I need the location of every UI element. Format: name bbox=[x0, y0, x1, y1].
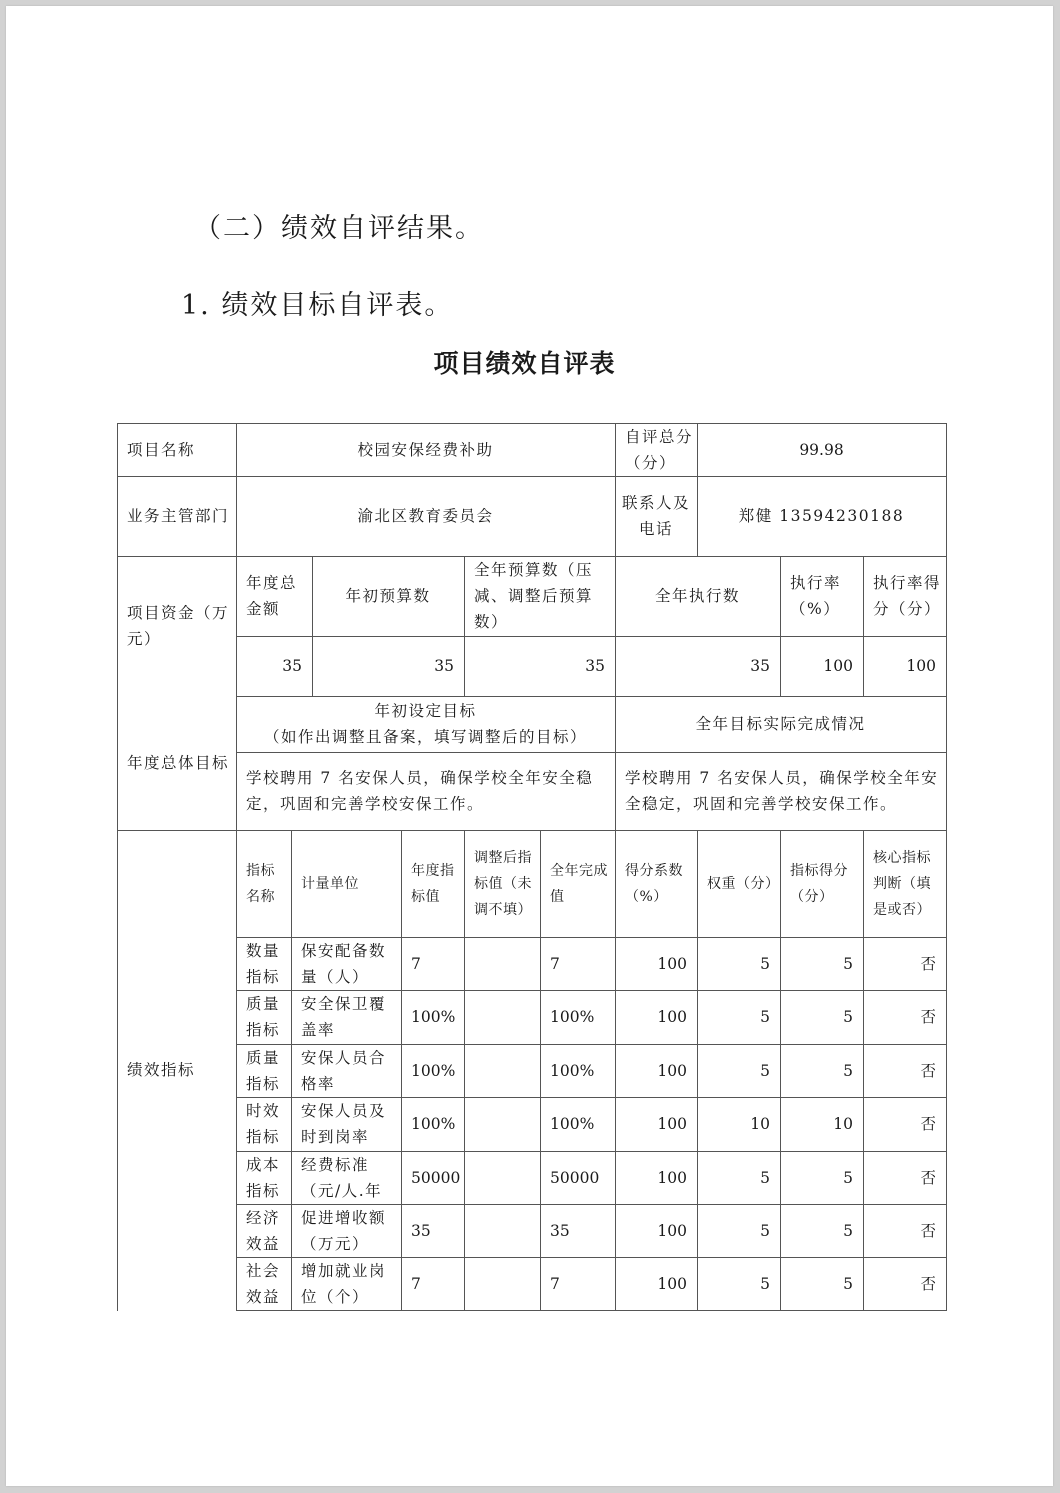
indicator-coef: 100 bbox=[657, 1061, 687, 1080]
indicator-weight: 5 bbox=[760, 1061, 770, 1080]
indicator-header: 指标得分（分） bbox=[790, 862, 848, 905]
dept-label: 业务主管部门 bbox=[127, 507, 230, 525]
indicator-actual: 100% bbox=[550, 1061, 595, 1080]
indicator-core: 否 bbox=[920, 1115, 936, 1133]
indicators-label: 绩效指标 bbox=[127, 1061, 196, 1079]
indicator-adjusted bbox=[464, 1044, 540, 1097]
self-score-label: 自评总分（分） bbox=[625, 427, 694, 472]
indicator-target: 100% bbox=[411, 1061, 456, 1080]
indicator-adjusted bbox=[464, 990, 540, 1044]
indicator-coef: 100 bbox=[657, 1115, 687, 1133]
funds-header: 执行率（%） bbox=[790, 574, 842, 618]
indicator-core: 否 bbox=[920, 1061, 936, 1080]
funds-header: 全年执行数 bbox=[654, 587, 740, 605]
section-heading: （二）绩效自评结果。 bbox=[194, 213, 484, 244]
indicator-actual: 100% bbox=[550, 1008, 595, 1026]
dept-value: 渝北区教育委员会 bbox=[357, 507, 494, 525]
indicator-actual: 7 bbox=[550, 954, 560, 973]
indicator-name: 质量指标 bbox=[246, 1048, 281, 1093]
contact-value: 郑健 13594230188 bbox=[738, 507, 905, 525]
indicator-adjusted bbox=[464, 1257, 540, 1311]
indicator-unit: 经费标准（元/人.年 bbox=[301, 1155, 383, 1200]
indicator-name: 经济效益 bbox=[246, 1208, 281, 1253]
indicator-target: 35 bbox=[411, 1221, 431, 1240]
indicator-header: 指标名称 bbox=[246, 862, 275, 905]
indicator-score: 5 bbox=[843, 1275, 853, 1293]
indicator-core: 否 bbox=[920, 1275, 936, 1293]
indicator-header: 权重（分） bbox=[707, 875, 780, 892]
funds-value: 35 bbox=[282, 657, 302, 675]
indicator-core: 否 bbox=[920, 954, 936, 973]
indicator-weight: 5 bbox=[760, 1168, 770, 1187]
indicator-adjusted bbox=[464, 937, 540, 990]
indicator-score: 5 bbox=[843, 1061, 853, 1080]
indicator-coef: 100 bbox=[657, 1168, 687, 1187]
indicator-header: 得分系数（%） bbox=[625, 862, 683, 905]
indicator-actual: 7 bbox=[550, 1275, 560, 1293]
indicator-coef: 100 bbox=[657, 1221, 687, 1240]
funds-header: 年初预算数 bbox=[345, 587, 431, 605]
indicator-name: 数量指标 bbox=[246, 941, 281, 986]
indicator-header: 核心指标判断（填是或否） bbox=[873, 849, 931, 918]
indicator-adjusted bbox=[464, 1204, 540, 1257]
funds-value: 100 bbox=[906, 657, 936, 675]
indicator-target: 7 bbox=[411, 1275, 421, 1293]
indicator-score: 5 bbox=[843, 1008, 853, 1026]
funds-value: 35 bbox=[434, 657, 454, 675]
indicator-score: 5 bbox=[843, 1168, 853, 1187]
indicator-core: 否 bbox=[920, 1008, 936, 1026]
indicator-header: 全年完成值 bbox=[550, 862, 608, 905]
indicator-target: 7 bbox=[411, 954, 421, 973]
indicator-header: 计量单位 bbox=[301, 875, 359, 892]
indicator-target: 50000 bbox=[411, 1168, 461, 1187]
indicator-name: 社会效益 bbox=[246, 1262, 281, 1306]
indicator-target: 100% bbox=[411, 1115, 456, 1133]
indicator-unit: 促进增收额（万元） bbox=[301, 1208, 387, 1253]
table-title: 项目绩效自评表 bbox=[433, 349, 616, 378]
indicator-weight: 5 bbox=[760, 954, 770, 973]
indicator-name: 成本指标 bbox=[246, 1155, 281, 1200]
document-page bbox=[6, 6, 1053, 1486]
indicator-name: 质量指标 bbox=[246, 995, 281, 1039]
actual-goal-text: 学校聘用 7 名安保人员，确保学校全年安全稳定，巩固和完善学校安保工作。 bbox=[625, 769, 939, 813]
indicator-weight: 10 bbox=[750, 1115, 770, 1133]
funds-header: 执行率得分（分） bbox=[873, 574, 942, 618]
funds-header: 全年预算数（压减、调整后预算数） bbox=[474, 561, 594, 631]
indicator-weight: 5 bbox=[760, 1275, 770, 1293]
funds-value: 35 bbox=[750, 657, 770, 675]
indicator-header: 年度指标值 bbox=[411, 862, 455, 905]
funds-value: 100 bbox=[823, 657, 853, 675]
initial-goal-text: 学校聘用 7 名安保人员，确保学校全年安全稳定，巩固和完善学校安保工作。 bbox=[246, 769, 594, 813]
project-name-label: 项目名称 bbox=[127, 440, 196, 459]
indicator-weight: 5 bbox=[760, 1221, 770, 1240]
indicator-score: 5 bbox=[843, 954, 853, 973]
indicator-unit: 保安配备数量（人） bbox=[301, 941, 387, 986]
self-score-value: 99.98 bbox=[799, 440, 844, 459]
indicator-unit: 安保人员合格率 bbox=[301, 1048, 387, 1093]
indicator-weight: 5 bbox=[760, 1008, 770, 1026]
indicator-adjusted bbox=[464, 1097, 540, 1151]
goals-label: 年度总体目标 bbox=[127, 754, 230, 772]
funds-header: 年度总金额 bbox=[246, 574, 298, 618]
indicator-actual: 100% bbox=[550, 1115, 595, 1133]
indicator-actual: 50000 bbox=[550, 1168, 600, 1187]
indicator-core: 否 bbox=[920, 1221, 936, 1240]
funds-value: 35 bbox=[585, 657, 605, 675]
funds-label: 项目资金（万元） bbox=[127, 604, 230, 648]
contact-label: 联系人及电话 bbox=[621, 494, 690, 538]
subsection-heading: 1. 绩效目标自评表。 bbox=[181, 290, 454, 321]
indicator-adjusted bbox=[464, 1151, 540, 1204]
indicator-header: 调整后指标值（未调不填） bbox=[474, 849, 532, 918]
indicator-target: 100% bbox=[411, 1008, 456, 1026]
indicator-score: 10 bbox=[833, 1115, 853, 1133]
indicator-name: 时效指标 bbox=[246, 1102, 281, 1146]
indicator-unit: 安全保卫覆盖率 bbox=[301, 995, 387, 1039]
initial-goal-header: 年初设定目标 （如作出调整且备案，填写调整后的目标） bbox=[263, 702, 587, 746]
indicator-unit: 安保人员及时到岗率 bbox=[301, 1102, 387, 1146]
indicator-coef: 100 bbox=[657, 1275, 687, 1293]
indicator-coef: 100 bbox=[657, 1008, 687, 1026]
indicator-core: 否 bbox=[920, 1168, 936, 1187]
indicator-actual: 35 bbox=[550, 1221, 570, 1240]
indicator-score: 5 bbox=[843, 1221, 853, 1240]
indicator-coef: 100 bbox=[657, 954, 687, 973]
indicator-unit: 增加就业岗位（个） bbox=[301, 1262, 387, 1306]
project-name-value: 校园安保经费补助 bbox=[357, 440, 494, 459]
actual-goal-header: 全年目标实际完成情况 bbox=[695, 715, 866, 733]
